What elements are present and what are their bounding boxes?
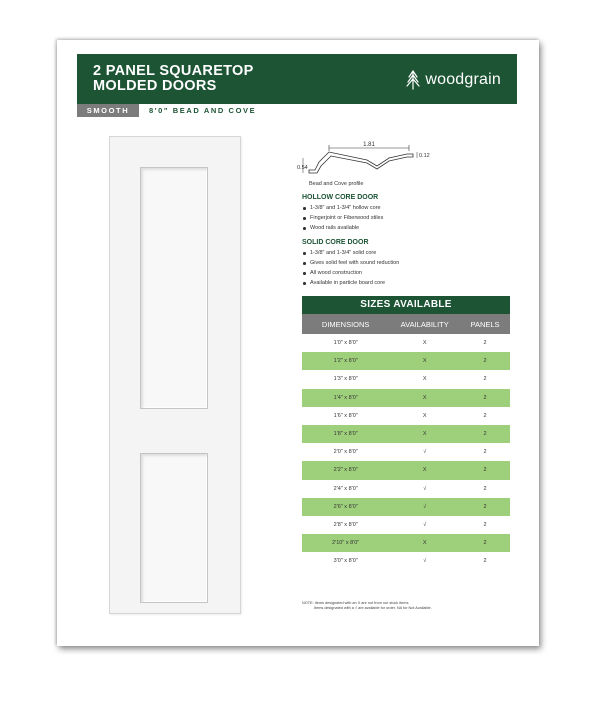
cell-panels: 2 xyxy=(483,412,487,419)
cell-dimension: 2'4" x 8'0" xyxy=(333,485,358,492)
cell-panels: 2 xyxy=(483,340,487,347)
table-row xyxy=(302,389,510,407)
tree-icon xyxy=(406,70,420,90)
sizes-table-title: SIZES AVAILABLE xyxy=(302,296,510,314)
cell-dimension: 2'10" x 8'0" xyxy=(332,540,360,547)
table-row xyxy=(302,334,510,352)
header-availability: AVAILABILITY xyxy=(400,319,449,329)
cell-dimension: 2'6" x 8'0" xyxy=(333,503,358,510)
table-row xyxy=(302,443,510,461)
cell-panels: 2 xyxy=(483,431,487,438)
table-row xyxy=(302,425,510,443)
cell-dimension: 1'2" x 8'0" xyxy=(333,358,358,365)
cell-availability: √ xyxy=(423,485,427,492)
cell-dimension: 1'8" x 8'0" xyxy=(333,431,358,438)
list-item: Fingerjoint or Fiberwood stiles xyxy=(302,213,517,223)
table-row xyxy=(302,407,510,425)
table-row xyxy=(302,534,510,552)
spec-details xyxy=(302,194,517,294)
cell-dimension: 1'0" x 8'0" xyxy=(333,340,358,347)
cell-panels: 2 xyxy=(483,358,487,365)
footnote-line-2: Items designated with a √ are available for order. NA for Not Available. xyxy=(314,606,432,610)
brand-name: woodgrain xyxy=(425,71,501,88)
door-panel-bottom xyxy=(140,453,208,603)
cell-panels: 2 xyxy=(483,558,487,565)
cell-dimension: 3'0" x 8'0" xyxy=(333,558,358,565)
sub-header xyxy=(77,104,517,117)
sizes-table-body xyxy=(302,334,510,570)
header-panels: PANELS xyxy=(470,319,500,329)
footnote-line-1: NOTE: Items designated with an X are not from our stock items. xyxy=(302,601,410,605)
sizes-table xyxy=(302,296,510,570)
solid-core-list xyxy=(302,248,517,288)
profile-width-dim: 1.81 xyxy=(363,142,375,148)
cell-panels: 2 xyxy=(483,521,487,528)
sizes-table-header xyxy=(302,314,510,334)
profile-tag: 8'0" BEAD AND COVE xyxy=(149,106,257,115)
door-image xyxy=(109,136,241,614)
cell-availability: √ xyxy=(423,449,427,456)
cell-availability: √ xyxy=(423,503,427,510)
cell-availability: X xyxy=(422,340,427,347)
hollow-core-heading: HOLLOW CORE DOOR xyxy=(302,194,379,201)
table-row xyxy=(302,552,510,570)
cell-panels: 2 xyxy=(483,467,487,474)
table-row xyxy=(302,461,510,479)
cell-panels: 2 xyxy=(483,540,487,547)
cell-availability: X xyxy=(422,358,427,365)
cell-availability: X xyxy=(422,376,427,383)
table-row xyxy=(302,516,510,534)
cell-dimension: 1'6" x 8'0" xyxy=(333,412,358,419)
profile-right-dim: 0.12 xyxy=(419,153,430,159)
cell-dimension: 1'3" x 8'0" xyxy=(333,376,358,383)
cell-dimension: 2'2" x 8'0" xyxy=(333,467,358,474)
list-item: All wood construction xyxy=(302,268,517,278)
cell-dimension: 2'0" x 8'0" xyxy=(333,449,358,456)
cell-availability: √ xyxy=(423,558,427,565)
cell-availability: √ xyxy=(423,521,427,528)
solid-core-heading: SOLID CORE DOOR xyxy=(302,239,369,246)
page-title xyxy=(93,64,323,94)
profile-caption: Bead and Cove profile xyxy=(309,181,364,187)
finish-tag: SMOOTH xyxy=(77,104,139,117)
footnote xyxy=(302,601,517,611)
table-row xyxy=(302,370,510,388)
cell-availability: X xyxy=(422,394,427,401)
header-dimensions: DIMENSIONS xyxy=(321,319,370,329)
cell-dimension: 1'4" x 8'0" xyxy=(333,394,358,401)
cell-panels: 2 xyxy=(483,376,487,383)
cell-availability: X xyxy=(422,412,427,419)
cell-panels: 2 xyxy=(483,503,487,510)
cell-dimension: 2'8" x 8'0" xyxy=(333,521,358,528)
cell-availability: X xyxy=(422,467,427,474)
header-banner xyxy=(77,54,517,104)
profile-left-dim: 0.54 xyxy=(297,165,308,171)
title-line-1: 2 PANEL SQUARETOP xyxy=(93,63,254,79)
table-row xyxy=(302,352,510,370)
list-item: Available in particle board core xyxy=(302,278,517,288)
spec-sheet xyxy=(57,40,539,646)
title-line-2: MOLDED DOORS xyxy=(93,78,217,94)
list-item: Wood rails available xyxy=(302,223,517,233)
cell-availability: X xyxy=(422,431,427,438)
list-item: 1-3/8" and 1-3/4" solid core xyxy=(302,248,517,258)
list-item: 1-3/8" and 1-3/4" hollow core xyxy=(302,203,517,213)
table-row xyxy=(302,480,510,498)
brand-logo xyxy=(406,70,501,90)
hollow-core-list xyxy=(302,203,517,233)
table-row xyxy=(302,498,510,516)
cell-availability: X xyxy=(422,540,427,547)
door-panel-top xyxy=(140,167,208,409)
cell-panels: 2 xyxy=(483,449,487,456)
cell-panels: 2 xyxy=(483,485,487,492)
cell-panels: 2 xyxy=(483,394,487,401)
list-item: Gives solid feel with sound reduction xyxy=(302,258,517,268)
